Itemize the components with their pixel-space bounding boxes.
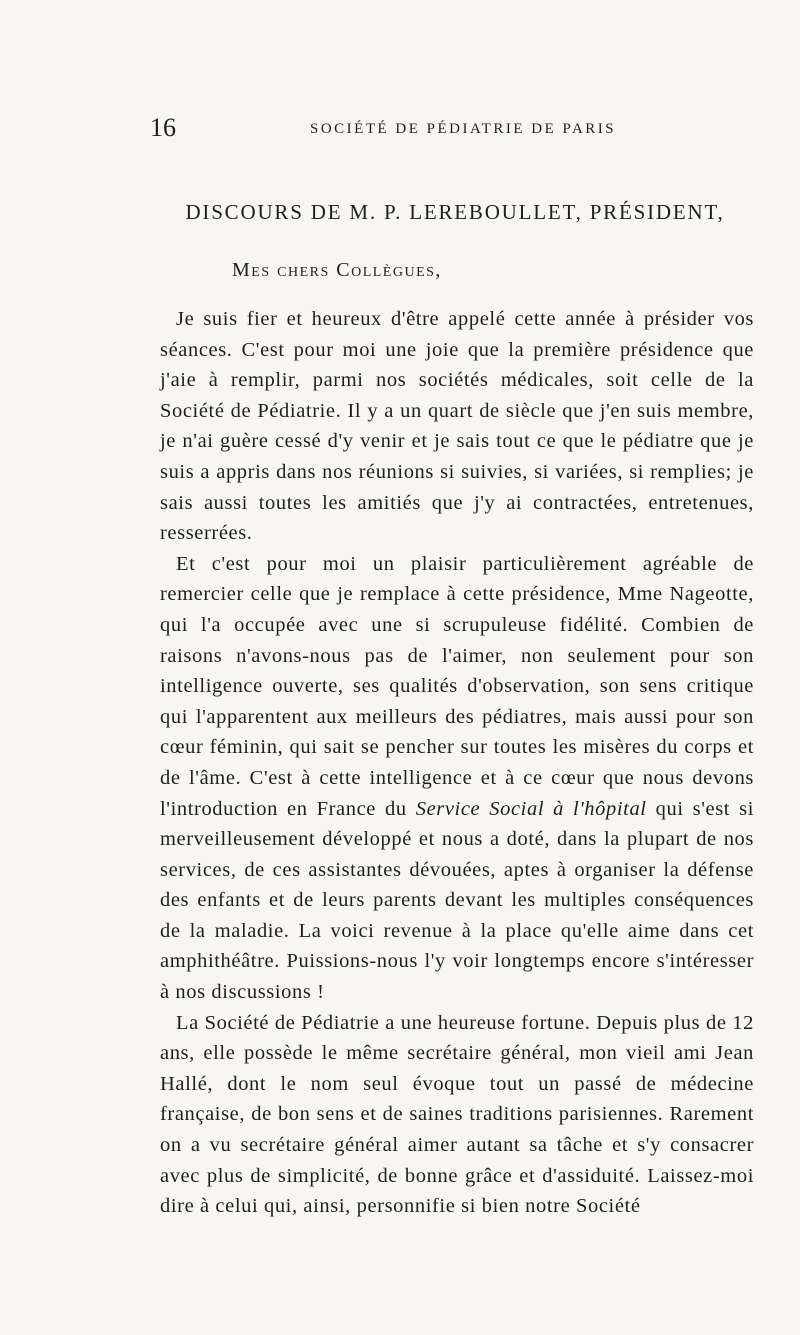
- paragraph-3: [160, 1008, 754, 1222]
- section-title: DISCOURS DE M. P. LEREBOULLET, PRÉSIDENT,: [185, 200, 725, 224]
- paragraph-text: Je suis fier et heureux d'être appelé cette année à présider vos séances. C'est pour moi une joie que la première présidence que j'aie à remplir, parmi nos sociétés médicales, soit celle de la Société de Pédiatrie. Il y a un quart de siècle que j'en suis membre, je n'ai guère cessé d'y venir et je sais tout ce que le pédiatre que je suis a appris dans nos réunions si suivies, si variées, si remplies; je sais aussi toutes les amitiés que j'y ai contractées, entretenues, resserrées.: [160, 308, 754, 545]
- paragraph-1: [160, 304, 754, 549]
- running-head: [150, 112, 760, 144]
- page-number: 16: [150, 113, 176, 142]
- paragraph-text: Et c'est pour moi un plaisir particulièrement agréable de remercier celle que je remplace à cette présidence, Mme Nageotte, qui l'a occupée avec une si scrupuleuse fidélité. Combien de raisons n'avons-nous pas de l'aimer, non seulement pour son intelligence ouverte, ses qualités d'observation, son sens critique qui l'apparentent aux meilleurs des pédiatres, mais aussi pour son cœur féminin, qui sait se pencher sur toutes les misères du corps et de l'âme. C'est à cette intelligence et à ce cœur que nous devons l'introduction en France du: [160, 552, 754, 820]
- journal-title: SOCIÉTÉ DE PÉDIATRIE DE PARIS: [310, 121, 617, 137]
- body-text: [160, 304, 754, 1222]
- salutation: Mes chers Collègues,: [232, 259, 442, 281]
- paragraph-text: qui s'est si merveilleusement développé et nous a doté, dans la plupart de nos services, de ces assistantes dévouées, aptes à organiser la défense des enfants et de leurs parents devant les multiples conséquences de la maladie. La voici revenue à la place qu'elle aime dans cet amphithéâtre. Puissions-nous l'y voir longtemps encore s'intéresser à nos discussions !: [160, 797, 754, 1004]
- paragraph-text: La Société de Pédiatrie a une heureuse fortune. Depuis plus de 12 ans, elle possède le même secrétaire général, mon vieil ami Jean Hallé, dont le nom seul évoque tout un passé de médecine française, de bon sens et de saines traditions parisiennes. Rarement on a vu secrétaire général aimer autant sa tâche et s'y consacrer avec plus de simplicité, de bonne grâce et d'assiduité. Laissez-moi dire à celui qui, ainsi, personnifie si bien notre Société: [160, 1011, 754, 1218]
- italic-term: Service Social à l'hôpital: [415, 797, 647, 820]
- paragraph-2: [160, 549, 754, 1008]
